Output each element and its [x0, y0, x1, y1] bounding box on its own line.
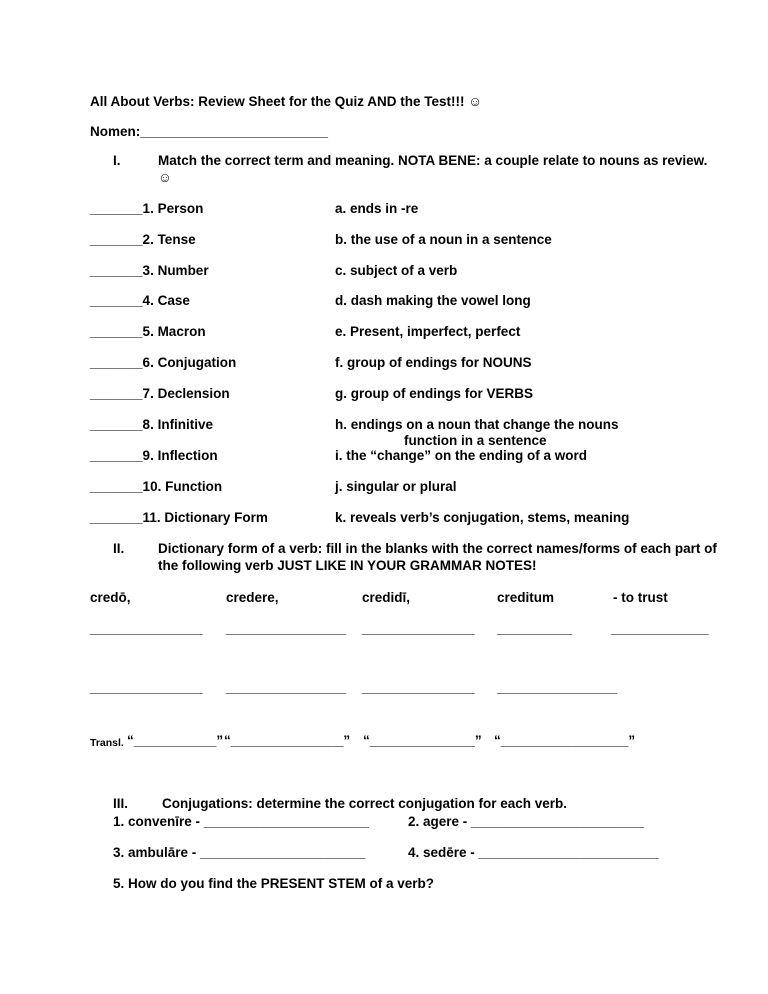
- section-1-numeral: I.: [113, 153, 121, 168]
- meaning-item: f. group of endings for NOUNS: [335, 355, 532, 370]
- term-item[interactable]: _______4. Case: [90, 293, 190, 308]
- blank-line[interactable]: __________: [497, 621, 573, 636]
- blank-line[interactable]: _____________: [611, 621, 709, 636]
- meaning-item: h. endings on a noun that change the nouns: [335, 417, 619, 432]
- conjugation-question[interactable]: 4. sedēre - ________________________: [408, 845, 659, 860]
- blank-line[interactable]: ________________: [497, 680, 618, 695]
- conjugation-question[interactable]: 3. ambulāre - ______________________: [113, 845, 366, 860]
- term-item[interactable]: _______11. Dictionary Form: [90, 510, 268, 525]
- blank-line[interactable]: ________________: [226, 621, 347, 636]
- blank-line[interactable]: _______________: [90, 680, 203, 695]
- blank-line[interactable]: _______________: [90, 621, 203, 636]
- term-item[interactable]: _______8. Infinitive: [90, 417, 214, 432]
- translation-blank[interactable]: “_______________”: [224, 733, 351, 748]
- meaning-item: k. reveals verb’s conjugation, stems, meaning: [335, 510, 630, 525]
- page-title: All About Verbs: Review Sheet for the Quiz AND the Test!!! ☺: [90, 94, 483, 109]
- section-2-instructions: Dictionary form of a verb: fill in the blanks with the correct names/forms of each part of: [158, 541, 717, 556]
- meaning-item: d. dash making the vowel long: [335, 293, 531, 308]
- meaning-item: a. ends in -re: [335, 201, 419, 216]
- principal-part-meaning: - to trust: [613, 590, 668, 605]
- term-item[interactable]: _______7. Declension: [90, 386, 230, 401]
- term-item[interactable]: _______5. Macron: [90, 324, 206, 339]
- meaning-item: c. subject of a verb: [335, 263, 458, 278]
- section-3-title: Conjugations: determine the correct conjugation for each verb.: [162, 796, 568, 811]
- meaning-item-continued: function in a sentence: [404, 433, 547, 448]
- principal-part: credere,: [226, 590, 279, 605]
- conjugation-question[interactable]: 1. convenīre - ______________________: [113, 814, 369, 829]
- conjugation-question[interactable]: 2. agere - _______________________: [408, 814, 644, 829]
- term-item[interactable]: _______9. Inflection: [90, 448, 218, 463]
- smiley-icon: ☺: [158, 170, 172, 185]
- meaning-item: g. group of endings for VERBS: [335, 386, 533, 401]
- principal-part: credidī,: [362, 590, 411, 605]
- principal-part: creditum: [497, 590, 555, 605]
- term-item[interactable]: _______3. Number: [90, 263, 209, 278]
- meaning-item: b. the use of a noun in a sentence: [335, 232, 552, 247]
- translation-blank[interactable]: “___________”: [127, 733, 224, 748]
- section-1-instructions: Match the correct term and meaning. NOTA BENE: a couple relate to nouns as review.: [158, 153, 708, 168]
- term-item[interactable]: _______6. Conjugation: [90, 355, 237, 370]
- section-3-numeral: III.: [113, 796, 129, 811]
- principal-part: credō,: [90, 590, 131, 605]
- section-2-instructions-cont: the following verb JUST LIKE IN YOUR GRAMMAR NOTES!: [158, 558, 537, 573]
- translation-label: Transl.: [90, 737, 124, 749]
- term-item[interactable]: _______2. Tense: [90, 232, 196, 247]
- translation-blank[interactable]: “______________”: [363, 733, 482, 748]
- blank-line[interactable]: _______________: [362, 621, 475, 636]
- term-item[interactable]: _______1. Person: [90, 201, 204, 216]
- present-stem-question: 5. How do you find the PRESENT STEM of a verb?: [113, 876, 435, 891]
- name-field[interactable]: Nomen:_________________________: [90, 124, 328, 139]
- section-2-numeral: II.: [113, 541, 125, 556]
- meaning-item: i. the “change” on the ending of a word: [335, 448, 588, 463]
- meaning-item: e. Present, imperfect, perfect: [335, 324, 521, 339]
- term-item[interactable]: _______10. Function: [90, 479, 223, 494]
- blank-line[interactable]: ________________: [226, 680, 347, 695]
- translation-blank[interactable]: “_________________”: [494, 733, 636, 748]
- meaning-item: j. singular or plural: [335, 479, 457, 494]
- blank-line[interactable]: _______________: [362, 680, 475, 695]
